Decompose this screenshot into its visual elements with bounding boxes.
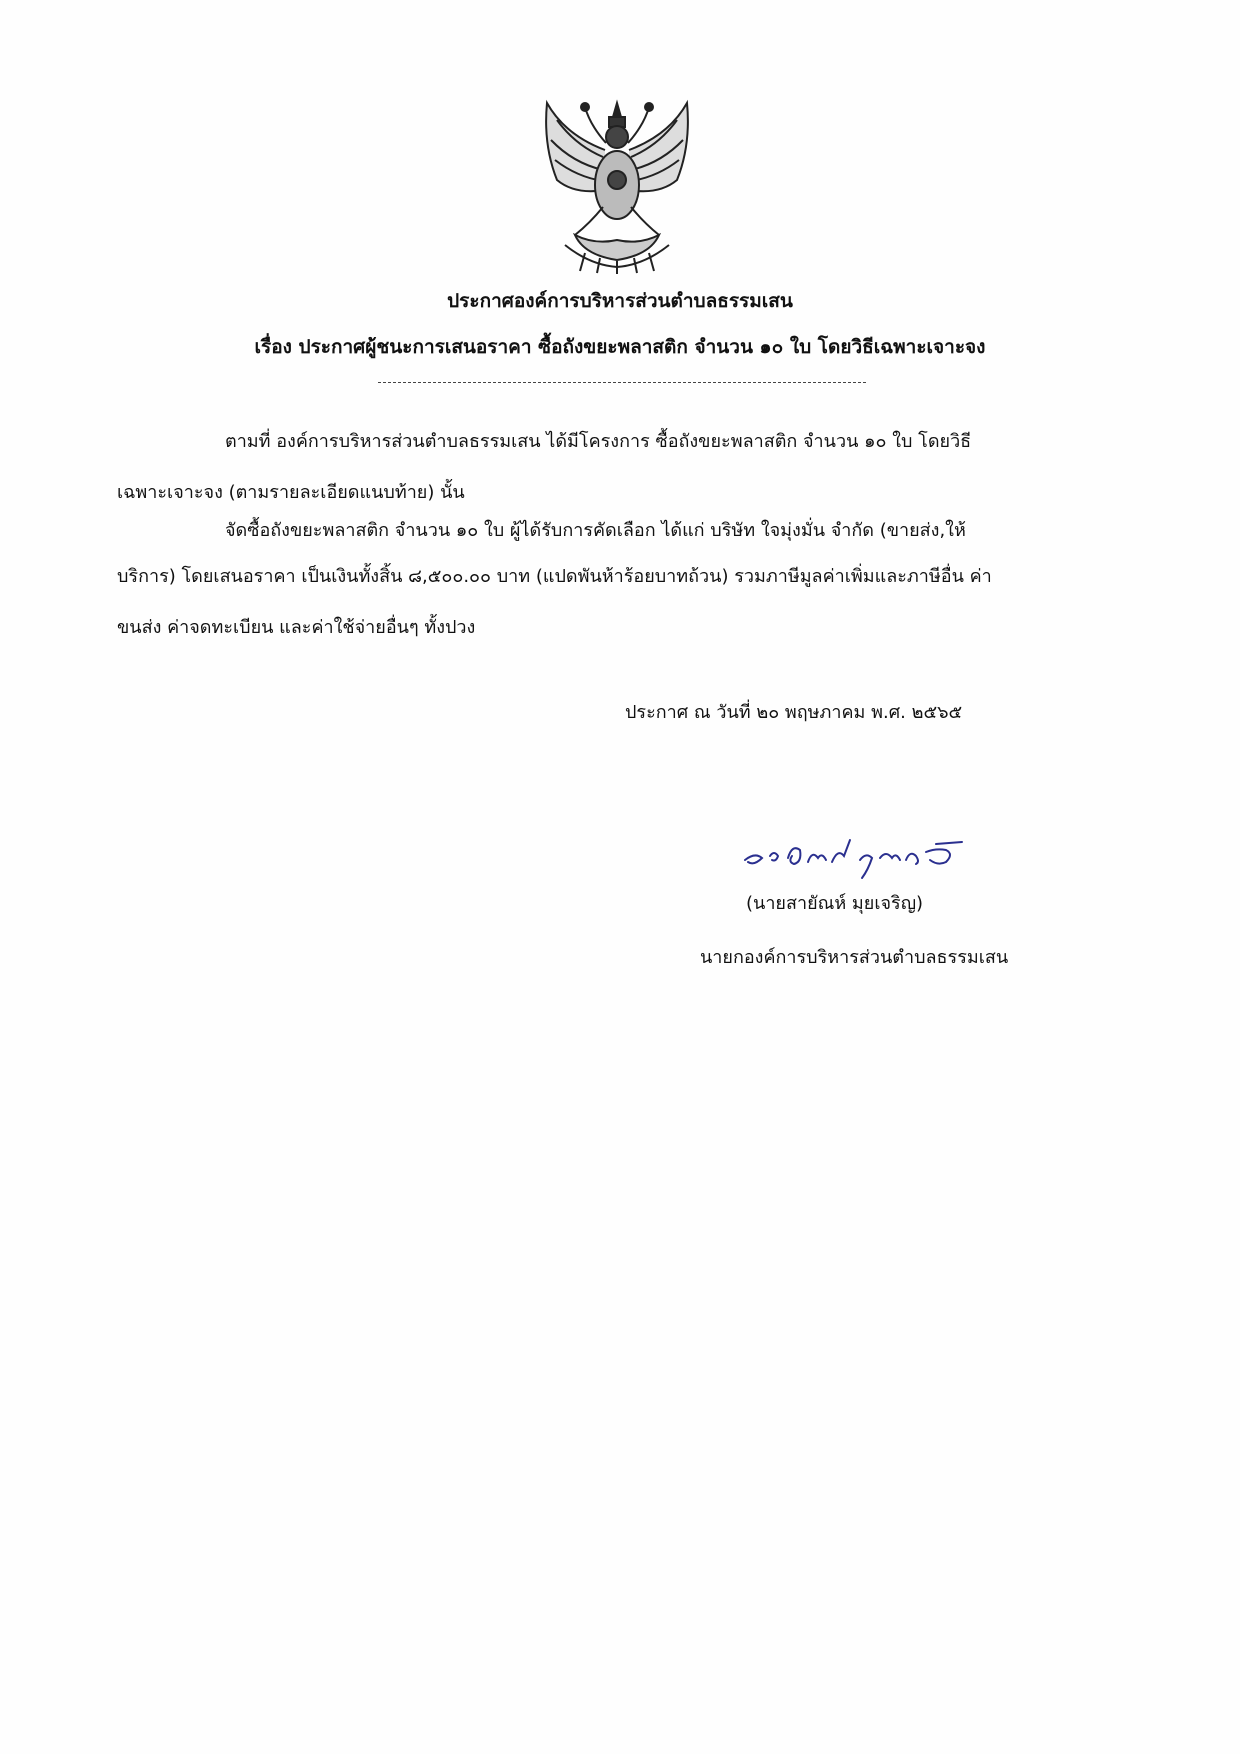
body-line: เฉพาะเจาะจง (ตามรายละเอียดแนบท้าย) นั้น — [117, 482, 465, 503]
handwritten-signature — [740, 822, 980, 882]
garuda-emblem-icon — [535, 95, 700, 275]
announcement-date: ประกาศ ณ วันที่ ๒๐ พฤษภาคม พ.ศ. ๒๕๖๕ — [625, 702, 963, 723]
body-line: จัดซื้อถังขยะพลาสติก จำนวน ๑๐ ใบ ผู้ได้รับการคัดเลือก ได้แก่ บริษัท ใจมุ่งมั่น จำกัด (ขายส่ง,ให้ — [225, 520, 966, 541]
body-line: ขนส่ง ค่าจดทะเบียน และค่าใช้จ่ายอื่นๆ ทั้งปวง — [117, 617, 476, 638]
body-line: บริการ) โดยเสนอราคา เป็นเงินทั้งสิ้น ๘,๕๐๐.๐๐ บาท (แปดพันห้าร้อยบาทถ้วน) รวมภาษีมูลค่าเพิ่มและภาษีอื่น ค่า — [117, 566, 992, 587]
signer-name: (นายสายัณห์ มุยเจริญ) — [746, 893, 924, 914]
announcement-title: ประกาศองค์การบริหารส่วนตำบลธรรมเสน — [447, 290, 793, 312]
divider-line — [378, 382, 866, 383]
signer-position: นายกองค์การบริหารส่วนตำบลธรรมเสน — [700, 947, 1009, 968]
body-line: ตามที่ องค์การบริหารส่วนตำบลธรรมเสน ได้มีโครงการ ซื้อถังขยะพลาสติก จำนวน ๑๐ ใบ โดยวิธี — [225, 431, 972, 452]
announcement-subject: เรื่อง ประกาศผู้ชนะการเสนอราคา ซื้อถังขยะพลาสติก จำนวน ๑๐ ใบ โดยวิธีเฉพาะเจาะจง — [254, 336, 986, 358]
